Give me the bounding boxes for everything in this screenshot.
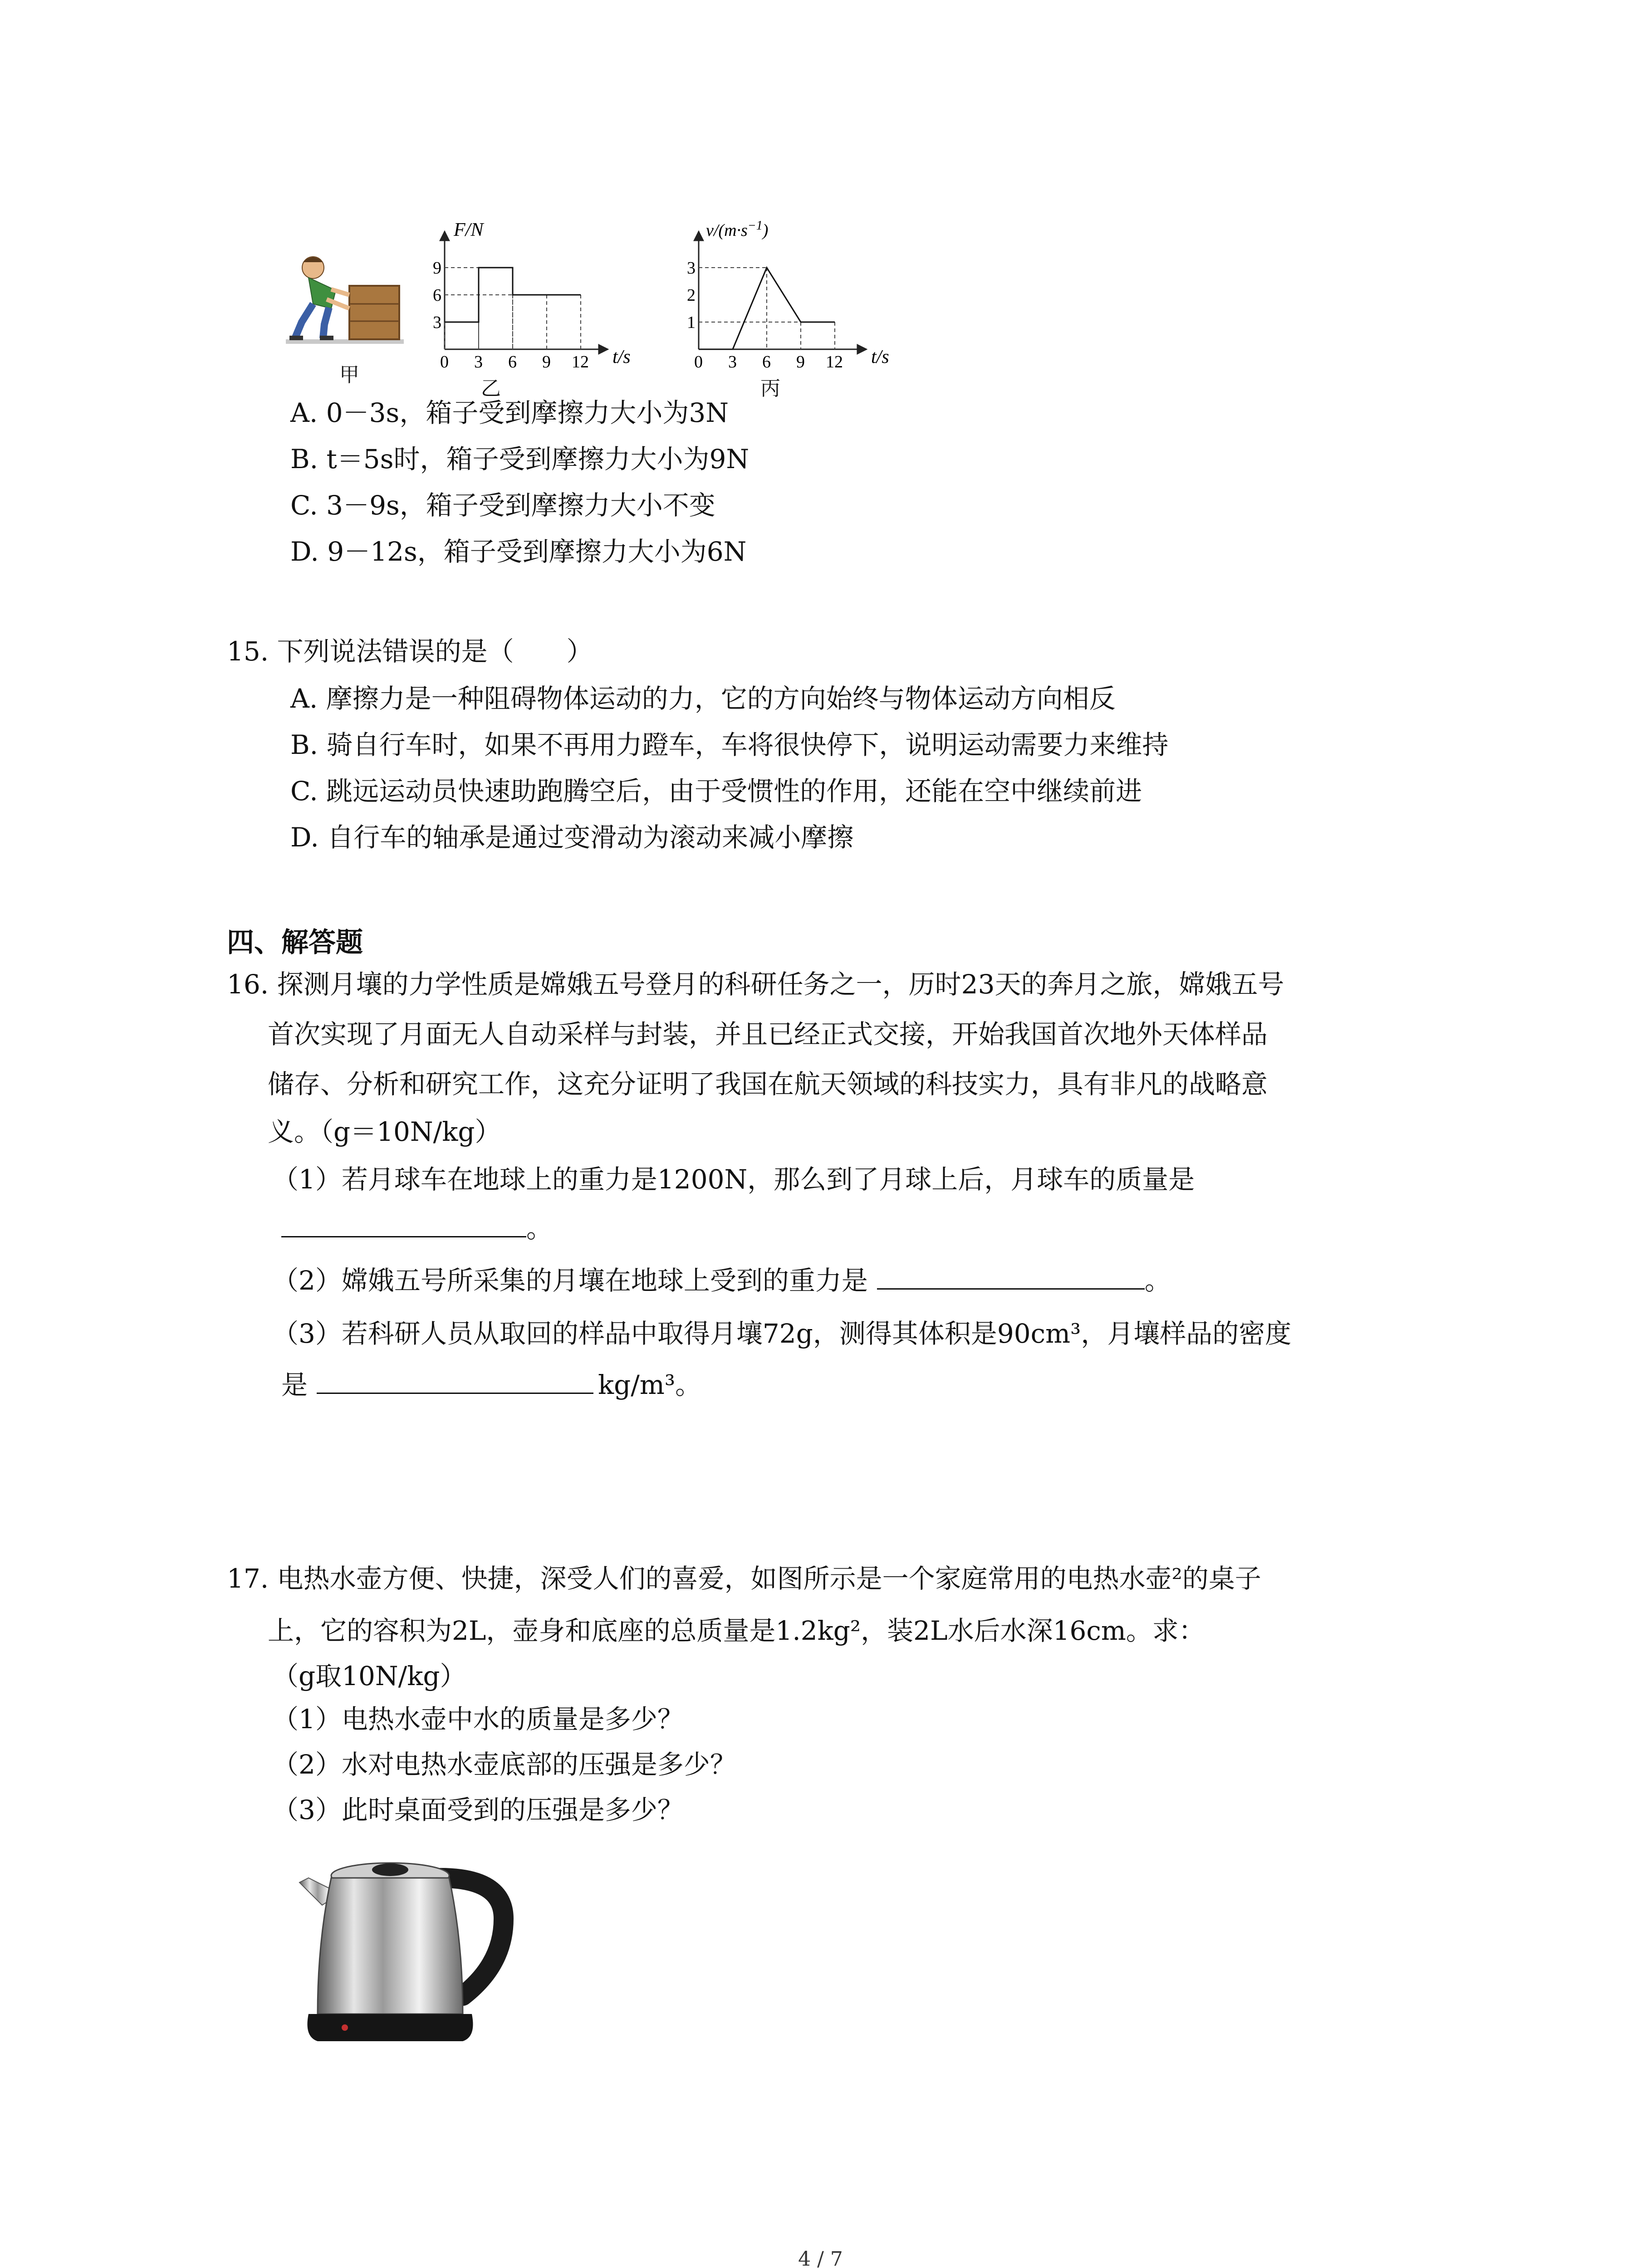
person-pushing-box-illustration [281, 236, 408, 354]
graph-v-ytick-3: 3 [687, 259, 696, 278]
q16-sub3-blank[interactable] [317, 1365, 593, 1394]
graph-f-xtick-12: 12 [572, 352, 589, 371]
figure-jia-label: 甲 [339, 363, 359, 386]
graph-f-ytick-9: 9 [433, 259, 441, 278]
q17-sub-2: （2）水对电热水壶底部的压强是多少？ [272, 1749, 736, 1780]
q16-sub-3b [281, 1365, 701, 1403]
q16-sub-2 [272, 1261, 1171, 1299]
page-number: 4 / 7 [798, 2248, 843, 2268]
q16-sub-3: （3）若科研人员从取回的样品中取得月壤72g，测得其体积是90cm³，月壤样品的密度 [272, 1318, 1292, 1349]
graph-force-time [426, 213, 653, 376]
graph-f-xtick-0: 0 [440, 352, 449, 371]
graph-v-xtick-12: 12 [826, 352, 843, 371]
graph-velocity-time [681, 213, 916, 376]
q17-line-3: （g取10N/kg） [272, 1661, 466, 1691]
graph-v-xtick-0: 0 [694, 352, 703, 371]
q16-sub2-blank[interactable] [877, 1261, 1145, 1290]
graph-f-y-label: F/N [454, 220, 484, 240]
q17-line-1: 17. 电热水壶方便、快捷，深受人们的喜爱，如图所示是一个家庭常用的电热水壶²的桌子 [227, 1563, 1261, 1594]
q16-sub3b-end: kg/m³。 [598, 1369, 702, 1400]
electric-kettle-image [290, 1851, 526, 2055]
graph-f-xtick-6: 6 [508, 352, 517, 371]
figure-bing-label: 丙 [760, 377, 780, 400]
q16-sub1-end: 。 [526, 1213, 553, 1244]
graph-v-ytick-1: 1 [687, 313, 696, 332]
q14-option-b: B. t＝5s时，箱子受到摩擦力大小为9N [290, 444, 749, 474]
q14-option-a: A. 0－3s，箱子受到摩擦力大小为3N [290, 397, 729, 428]
q16-sub2-text: （2）嫦娥五号所采集的月壤在地球上受到的重力是 [272, 1265, 868, 1296]
q15-option-d: D. 自行车的轴承是通过变滑动为滚动来减小摩擦 [290, 822, 854, 853]
q16-line-1: 16. 探测月壤的力学性质是嫦娥五号登月的科研任务之一，历时23天的奔月之旅，嫦娥五号 [227, 969, 1284, 1000]
q16-line-3: 储存、分析和研究工作，这充分证明了我国在航天领域的科技实力，具有非凡的战略意 [268, 1069, 1268, 1100]
graph-v-xtick-3: 3 [728, 352, 737, 371]
q16-sub3b-start: 是 [281, 1369, 308, 1400]
q15-stem: 15. 下列说法错误的是（ ） [227, 636, 593, 667]
figure-jia [281, 236, 408, 354]
graph-f-xtick-3: 3 [474, 352, 483, 371]
q15-option-c: C. 跳远运动员快速助跑腾空后，由于受惯性的作用，还能在空中继续前进 [290, 776, 1142, 807]
graph-f-ytick-3: 3 [433, 313, 441, 332]
q16-line-2: 首次实现了月面无人自动采样与封装，并且已经正式交接，开始我国首次地外天体样品 [268, 1019, 1268, 1050]
q15-option-b: B. 骑自行车时，如果不再用力蹬车，车将很快停下，说明运动需要力来维持 [290, 729, 1169, 760]
graph-v-y-label: $v/(m\cdot s^{-1})$ [706, 219, 769, 240]
q16-sub2-end: 。 [1144, 1265, 1171, 1296]
graph-f-xtick-9: 9 [542, 352, 551, 371]
q15-option-a: A. 摩擦力是一种阻碍物体运动的力，它的方向始终与物体运动方向相反 [290, 683, 1116, 714]
graph-v-xtick-6: 6 [762, 352, 771, 371]
q17-sub-1: （1）电热水壶中水的质量是多少？ [272, 1704, 684, 1735]
figure-yi-label: 乙 [481, 377, 501, 400]
q16-sub-1: （1）若月球车在地球上的重力是1200N，那么到了月球上后，月球车的质量是 [272, 1164, 1195, 1195]
section-heading: 四、解答题 [227, 927, 363, 958]
q14-option-c: C. 3－9s，箱子受到摩擦力大小不变 [290, 490, 715, 521]
q16-line-4: 义。（g＝10N/kg） [268, 1116, 501, 1147]
q14-option-d: D. 9－12s，箱子受到摩擦力大小为6N [290, 536, 747, 567]
graph-f-ytick-6: 6 [433, 286, 441, 305]
q17-line-2: 上，它的容积为2L，壶身和底座的总质量是1.2kg²，装2L水后水深16cm。求： [268, 1615, 1205, 1646]
q16-sub1-blank[interactable] [281, 1209, 526, 1237]
graph-v-xtick-9: 9 [796, 352, 805, 371]
graph-v-x-label: t/s [871, 347, 889, 367]
graph-v-ytick-2: 2 [687, 286, 696, 305]
q17-sub-3: （3）此时桌面受到的压强是多少？ [272, 1794, 684, 1825]
q16-sub-1-answer [281, 1209, 553, 1246]
graph-f-x-label: t/s [612, 347, 631, 367]
